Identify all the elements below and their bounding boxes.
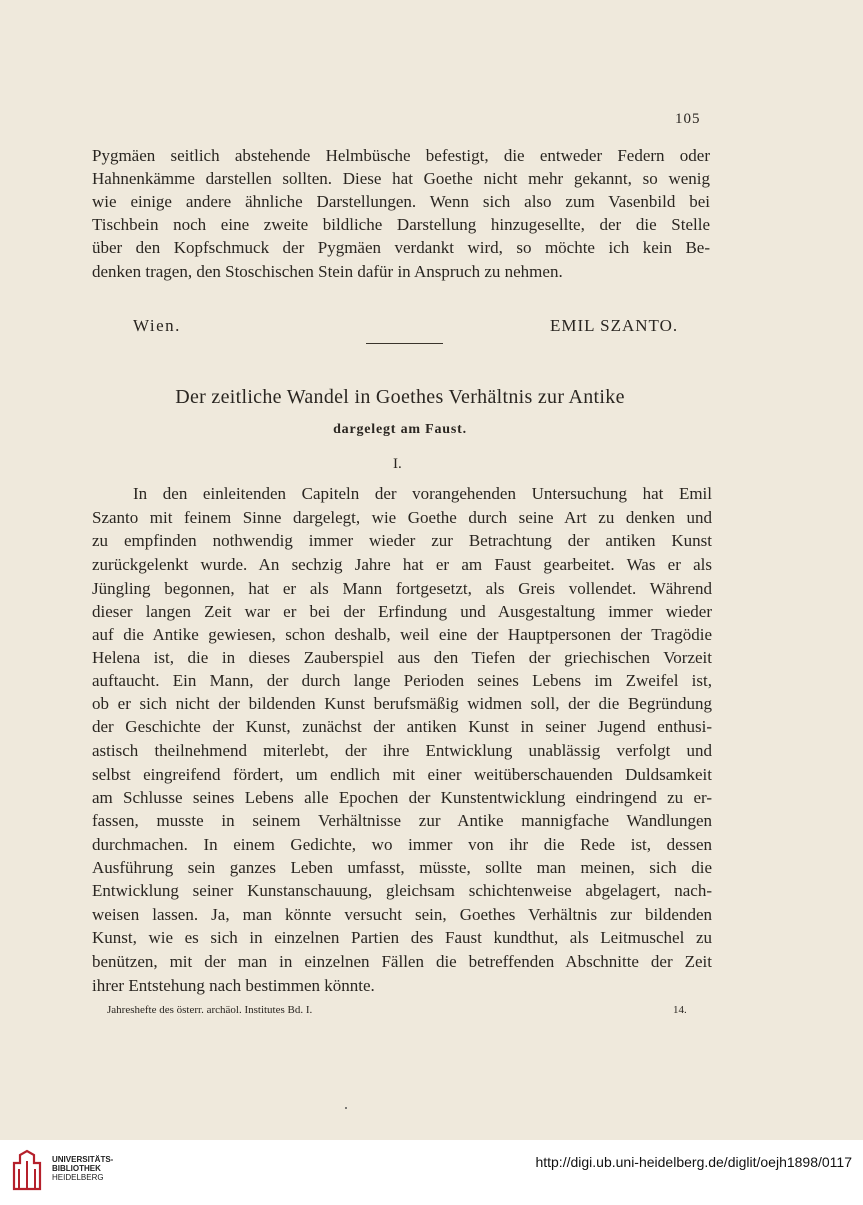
- section-number: I.: [393, 456, 402, 472]
- text-line: zu empfinden nothwendig immer wieder zur Betrachtung der antiken Kunst: [92, 531, 712, 550]
- text-line: ihrer Entstehung nach bestimmen könnte.: [92, 976, 375, 995]
- text-line: benützen, mit der man in einzelnen Fällen die betreffenden Abschnitte der Zeit: [92, 952, 712, 971]
- text-line: astisch theilnehmend miterlebt, der ihre Entwicklung unablässig verfolgt und: [92, 741, 712, 760]
- library-name: [52, 1155, 113, 1182]
- divider-rule: [366, 343, 443, 344]
- library-bar: [0, 1140, 863, 1205]
- text-line: Szanto mit feinem Sinne dargelegt, wie Goethe durch seine Art zu denken und: [92, 508, 712, 527]
- text-line: auftaucht. Ein Mann, der durch lange Perioden seines Lebens im Zweifel ist,: [92, 671, 712, 690]
- page-number: 105: [675, 111, 701, 127]
- text-line: am Schlusse seines Lebens alle Epochen der Kunstentwicklung eindringend zu er-: [92, 788, 712, 807]
- signature-author: EMIL SZANTO.: [550, 316, 679, 335]
- footer-journal: Jahreshefte des österr. archäol. Institutes Bd. I.: [107, 1004, 313, 1016]
- text-line: weisen lassen. Ja, man könnte versucht sein, Goethes Verhältnis zur bildenden: [92, 905, 712, 924]
- library-name-line3: HEIDELBERG: [52, 1173, 104, 1182]
- text-line: der Geschichte der Kunst, zunächst der antiken Kunst in seiner Jugend enthusi-: [92, 717, 712, 736]
- text-line: Entwicklung seiner Kunstanschauung, gleichsam schichtenweise abgelagert, nach-: [92, 881, 712, 900]
- text-line: Helena ist, die in dieses Zauberspiel aus den Tiefen der griechischen Vorzeit: [92, 648, 712, 667]
- text-line: ob er sich nicht der bildenden Kunst berufsmäßig widmen soll, der die Begründung: [92, 694, 712, 713]
- text-line: Jüngling begonnen, hat er als Mann fortgesetzt, als Greis vollendet. Während: [92, 579, 712, 598]
- text-line: wie einige andere ähnliche Darstellungen. Wenn sich also zum Vasenbild bei: [92, 192, 710, 212]
- text-line: auf die Antike gewiesen, schon deshalb, weil eine der Hauptpersonen der Tragödie: [92, 625, 712, 644]
- article-subtitle: dargelegt am Faust.: [333, 422, 467, 437]
- text-line: über den Kopfschmuck der Pygmäen verdankt wird, so möchte ich kein Be-: [92, 238, 710, 258]
- footer-signature-mark: 14.: [673, 1004, 687, 1016]
- speck: [345, 1107, 347, 1109]
- text-line: Tischbein noch eine zweite bildliche Darstellung hinzugesellte, der die Stelle: [92, 215, 710, 235]
- library-logo-icon: [10, 1149, 44, 1191]
- text-line: dieser langen Zeit war er bei der Erfindung und Ausgestaltung immer wieder: [92, 602, 712, 621]
- library-name-line2: BIBLIOTHEK: [52, 1164, 101, 1173]
- text-line: Kunst, wie es sich in einzelnen Partien des Faust kundthut, als Leitmuschel zu: [92, 928, 712, 947]
- signature-city: Wien.: [133, 316, 181, 335]
- text-line: fassen, musste in seinem Verhältnisse zur Antike mannigfache Wandlungen: [92, 811, 712, 830]
- article-title: Der zeitliche Wandel in Goethes Verhältnis zur Antike: [175, 386, 625, 408]
- text-line: Ausführung sein ganzes Leben umfasst, müsste, sollte man meinen, sich die: [92, 858, 712, 877]
- text-line: zurückgelenkt wurde. An sechzig Jahre hat er am Faust gearbeitet. Was er als: [92, 555, 712, 574]
- library-name-line1: UNIVERSITÄTS-: [52, 1155, 114, 1164]
- text-line: In den einleitenden Capiteln der vorangehenden Untersuchung hat Emil: [133, 484, 712, 503]
- text-line: Pygmäen seitlich abstehende Helmbüsche befestigt, die entweder Federn oder: [92, 146, 710, 165]
- source-url-link[interactable]: http://digi.ub.uni-heidelberg.de/diglit/oejh1898/0117: [535, 1154, 852, 1170]
- text-line: durchmachen. In einem Gedichte, wo immer von ihr die Rede ist, dessen: [92, 835, 712, 854]
- text-line: Hahnenkämme darstellen sollten. Diese hat Goethe nicht mehr gekannt, so wenig: [92, 169, 710, 189]
- text-line: selbst eingreifend fördert, um endlich mit einer weitüberschauenden Duldsamkeit: [92, 765, 712, 784]
- text-line: denken tragen, den Stoschischen Stein dafür in Anspruch zu nehmen.: [92, 261, 563, 281]
